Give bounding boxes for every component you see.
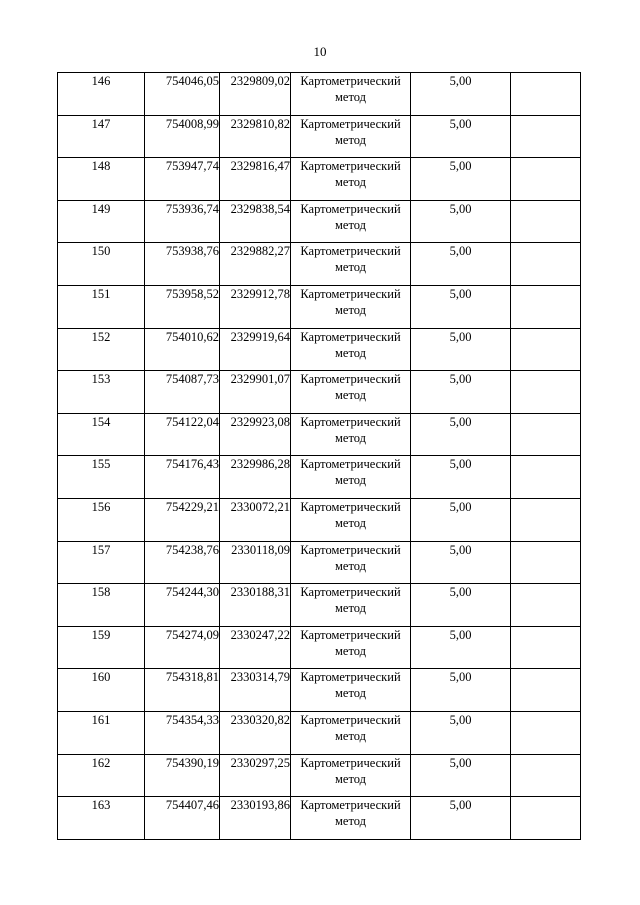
table-row [58,115,581,158]
y-coordinate-cell: 2330072,21 [220,498,291,541]
accuracy-cell: 5,00 [411,541,511,584]
x-coordinate-cell: 754354,33 [145,711,220,754]
note-cell [511,158,581,201]
accuracy-cell: 5,00 [411,115,511,158]
note-cell [511,754,581,797]
table-row [58,541,581,584]
method-cell: Картометрический метод [291,200,411,243]
table-row [58,413,581,456]
accuracy-cell: 5,00 [411,669,511,712]
x-coordinate-cell: 754008,99 [145,115,220,158]
method-cell: Картометрический метод [291,371,411,414]
method-cell: Картометрический метод [291,243,411,286]
y-coordinate-cell: 2329919,64 [220,328,291,371]
point-number-cell: 158 [58,584,145,627]
point-number-cell: 146 [58,73,145,116]
method-cell: Картометрический метод [291,456,411,499]
accuracy-cell: 5,00 [411,243,511,286]
note-cell [511,711,581,754]
accuracy-cell: 5,00 [411,413,511,456]
note-cell [511,456,581,499]
note-cell [511,626,581,669]
table-row [58,285,581,328]
note-cell [511,285,581,328]
coordinates-table [57,72,581,840]
point-number-cell: 160 [58,669,145,712]
method-cell: Картометрический метод [291,669,411,712]
accuracy-cell: 5,00 [411,626,511,669]
x-coordinate-cell: 753936,74 [145,200,220,243]
y-coordinate-cell: 2330314,79 [220,669,291,712]
table-row [58,158,581,201]
accuracy-cell: 5,00 [411,584,511,627]
note-cell [511,73,581,116]
point-number-cell: 148 [58,158,145,201]
note-cell [511,584,581,627]
table-row [58,797,581,840]
method-cell: Картометрический метод [291,626,411,669]
table-row [58,371,581,414]
table-row [58,711,581,754]
note-cell [511,797,581,840]
point-number-cell: 151 [58,285,145,328]
table-row [58,584,581,627]
point-number-cell: 156 [58,498,145,541]
y-coordinate-cell: 2329923,08 [220,413,291,456]
note-cell [511,498,581,541]
x-coordinate-cell: 754229,21 [145,498,220,541]
y-coordinate-cell: 2329816,47 [220,158,291,201]
y-coordinate-cell: 2329809,02 [220,73,291,116]
x-coordinate-cell: 754046,05 [145,73,220,116]
method-cell: Картометрический метод [291,115,411,158]
method-cell: Картометрический метод [291,711,411,754]
x-coordinate-cell: 754010,62 [145,328,220,371]
table-row [58,456,581,499]
table-row [58,243,581,286]
page-number: 10 [313,44,327,59]
method-cell: Картометрический метод [291,158,411,201]
note-cell [511,669,581,712]
accuracy-cell: 5,00 [411,158,511,201]
y-coordinate-cell: 2330297,25 [220,754,291,797]
x-coordinate-cell: 753958,52 [145,285,220,328]
method-cell: Картометрический метод [291,328,411,371]
method-cell: Картометрический метод [291,797,411,840]
accuracy-cell: 5,00 [411,456,511,499]
table-row [58,200,581,243]
point-number-cell: 152 [58,328,145,371]
method-cell: Картометрический метод [291,73,411,116]
point-number-cell: 153 [58,371,145,414]
y-coordinate-cell: 2329838,54 [220,200,291,243]
y-coordinate-cell: 2330320,82 [220,711,291,754]
accuracy-cell: 5,00 [411,328,511,371]
accuracy-cell: 5,00 [411,200,511,243]
point-number-cell: 163 [58,797,145,840]
point-number-cell: 149 [58,200,145,243]
x-coordinate-cell: 754407,46 [145,797,220,840]
point-number-cell: 159 [58,626,145,669]
table-row [58,498,581,541]
x-coordinate-cell: 754176,43 [145,456,220,499]
accuracy-cell: 5,00 [411,754,511,797]
x-coordinate-cell: 754238,76 [145,541,220,584]
note-cell [511,243,581,286]
y-coordinate-cell: 2330247,22 [220,626,291,669]
note-cell [511,328,581,371]
method-cell: Картометрический метод [291,498,411,541]
table-row [58,669,581,712]
method-cell: Картометрический метод [291,541,411,584]
x-coordinate-cell: 753947,74 [145,158,220,201]
y-coordinate-cell: 2330193,86 [220,797,291,840]
note-cell [511,200,581,243]
x-coordinate-cell: 754244,30 [145,584,220,627]
table-row [58,73,581,116]
y-coordinate-cell: 2330188,31 [220,584,291,627]
note-cell [511,115,581,158]
method-cell: Картометрический метод [291,413,411,456]
x-coordinate-cell: 754087,73 [145,371,220,414]
method-cell: Картометрический метод [291,754,411,797]
point-number-cell: 150 [58,243,145,286]
point-number-cell: 161 [58,711,145,754]
x-coordinate-cell: 754274,09 [145,626,220,669]
point-number-cell: 155 [58,456,145,499]
y-coordinate-cell: 2330118,09 [220,541,291,584]
method-cell: Картометрический метод [291,285,411,328]
accuracy-cell: 5,00 [411,285,511,328]
accuracy-cell: 5,00 [411,498,511,541]
table-row [58,754,581,797]
y-coordinate-cell: 2329810,82 [220,115,291,158]
x-coordinate-cell: 754390,19 [145,754,220,797]
note-cell [511,371,581,414]
y-coordinate-cell: 2329912,78 [220,285,291,328]
x-coordinate-cell: 754122,04 [145,413,220,456]
point-number-cell: 162 [58,754,145,797]
note-cell [511,413,581,456]
accuracy-cell: 5,00 [411,711,511,754]
point-number-cell: 154 [58,413,145,456]
note-cell [511,541,581,584]
method-cell: Картометрический метод [291,584,411,627]
accuracy-cell: 5,00 [411,73,511,116]
point-number-cell: 147 [58,115,145,158]
accuracy-cell: 5,00 [411,797,511,840]
table-row [58,626,581,669]
table-row [58,328,581,371]
x-coordinate-cell: 754318,81 [145,669,220,712]
point-number-cell: 157 [58,541,145,584]
accuracy-cell: 5,00 [411,371,511,414]
y-coordinate-cell: 2329901,07 [220,371,291,414]
x-coordinate-cell: 753938,76 [145,243,220,286]
coordinates-table-body [58,73,581,840]
y-coordinate-cell: 2329882,27 [220,243,291,286]
y-coordinate-cell: 2329986,28 [220,456,291,499]
